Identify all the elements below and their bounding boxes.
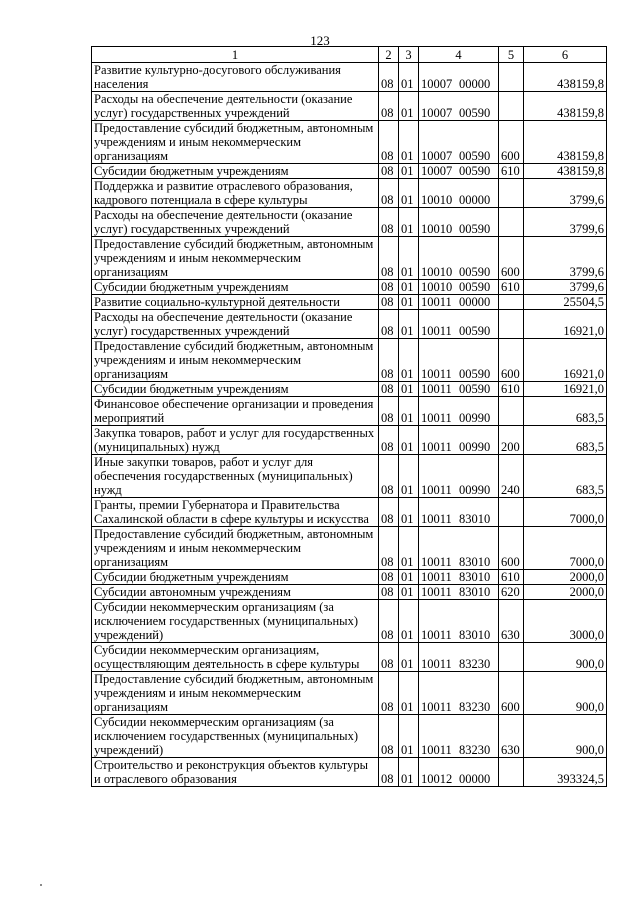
- row-amount: 438159,8: [524, 63, 607, 92]
- row-expense-type: 200: [499, 426, 524, 455]
- row-section: 08: [379, 164, 399, 179]
- row-code-program: 10011: [421, 700, 452, 714]
- row-expense-type: 610: [499, 570, 524, 585]
- row-name: Иные закупки товаров, работ и услуг для обеспечения государственных (муниципальных) нужд: [92, 455, 379, 498]
- row-section: 08: [379, 715, 399, 758]
- row-target-code: [419, 455, 499, 498]
- row-name: Субсидии бюджетным учреждениям: [92, 570, 379, 585]
- row-subsection: 01: [399, 310, 419, 339]
- row-section: 08: [379, 585, 399, 600]
- row-code-program: 10007: [421, 149, 453, 163]
- row-subsection: 01: [399, 498, 419, 527]
- row-amount: 16921,0: [524, 310, 607, 339]
- row-code-program: 10007: [421, 164, 453, 178]
- row-amount: 25504,5: [524, 295, 607, 310]
- row-subsection: 01: [399, 672, 419, 715]
- row-subsection: 01: [399, 758, 419, 787]
- row-code-program: 10011: [421, 555, 452, 569]
- row-target-code: [419, 600, 499, 643]
- table-row: [92, 715, 607, 758]
- column-header: 4: [419, 47, 499, 63]
- row-amount: 2000,0: [524, 585, 607, 600]
- row-target-code: [419, 310, 499, 339]
- row-expense-type: [499, 92, 524, 121]
- table-row: [92, 498, 607, 527]
- row-subsection: 01: [399, 208, 419, 237]
- scan-speck: [40, 884, 42, 886]
- row-code-program: 10007: [421, 77, 453, 91]
- table-row: [92, 600, 607, 643]
- row-section: 08: [379, 426, 399, 455]
- row-code-program: 10011: [421, 295, 452, 309]
- row-section: 08: [379, 382, 399, 397]
- row-name: Субсидии некоммерческим организациям (за исключением государственных (муниципальных) учреждений): [92, 715, 379, 758]
- row-code-direction: 00000: [459, 295, 491, 309]
- row-section: 08: [379, 527, 399, 570]
- table-row: [92, 295, 607, 310]
- row-amount: 683,5: [524, 426, 607, 455]
- row-code-direction: 00590: [459, 164, 491, 178]
- row-section: 08: [379, 121, 399, 164]
- row-target-code: [419, 397, 499, 426]
- row-target-code: [419, 498, 499, 527]
- row-subsection: 01: [399, 426, 419, 455]
- row-subsection: 01: [399, 280, 419, 295]
- row-amount: 3799,6: [524, 237, 607, 280]
- row-code-direction: 83010: [459, 555, 491, 569]
- row-section: 08: [379, 758, 399, 787]
- table-row: [92, 382, 607, 397]
- row-subsection: 01: [399, 455, 419, 498]
- row-section: 08: [379, 672, 399, 715]
- row-name: Субсидии некоммерческим организациям, осуществляющим деятельность в сфере культуры: [92, 643, 379, 672]
- row-name: Закупка товаров, работ и услуг для государственных (муниципальных) нужд: [92, 426, 379, 455]
- row-code-direction: 00000: [459, 193, 491, 207]
- row-expense-type: 600: [499, 121, 524, 164]
- table-row: [92, 208, 607, 237]
- row-target-code: [419, 585, 499, 600]
- row-code-program: 10011: [421, 411, 452, 425]
- row-section: 08: [379, 600, 399, 643]
- row-section: 08: [379, 397, 399, 426]
- row-name: Предоставление субсидий бюджетным, автономным учреждениям и иным некоммерческим организациям: [92, 339, 379, 382]
- row-name: Субсидии автономным учреждениям: [92, 585, 379, 600]
- row-amount: 7000,0: [524, 498, 607, 527]
- row-code-program: 10011: [421, 440, 452, 454]
- row-subsection: 01: [399, 570, 419, 585]
- table-body: [92, 63, 607, 787]
- row-code-direction: 83010: [459, 512, 491, 526]
- row-name: Развитие культурно-досугового обслуживания населения: [92, 63, 379, 92]
- row-target-code: [419, 672, 499, 715]
- row-subsection: 01: [399, 237, 419, 280]
- row-subsection: 01: [399, 527, 419, 570]
- row-code-direction: 00000: [459, 772, 491, 786]
- row-section: 08: [379, 310, 399, 339]
- table-row: [92, 643, 607, 672]
- row-target-code: [419, 63, 499, 92]
- row-amount: 3799,6: [524, 280, 607, 295]
- table-row: [92, 179, 607, 208]
- row-name: Строительство и реконструкция объектов культуры и отраслевого образования: [92, 758, 379, 787]
- row-section: 08: [379, 498, 399, 527]
- row-name: Развитие социально-культурной деятельности: [92, 295, 379, 310]
- table-row: [92, 121, 607, 164]
- row-subsection: 01: [399, 397, 419, 426]
- row-code-program: 10011: [421, 628, 452, 642]
- row-expense-type: 610: [499, 382, 524, 397]
- row-code-direction: 00590: [459, 382, 491, 396]
- row-section: 08: [379, 208, 399, 237]
- row-subsection: 01: [399, 295, 419, 310]
- row-expense-type: [499, 63, 524, 92]
- row-code-program: 10011: [421, 483, 452, 497]
- table-row: [92, 758, 607, 787]
- row-subsection: 01: [399, 382, 419, 397]
- row-target-code: [419, 715, 499, 758]
- row-expense-type: 620: [499, 585, 524, 600]
- row-target-code: [419, 164, 499, 179]
- table-row: [92, 92, 607, 121]
- row-subsection: 01: [399, 585, 419, 600]
- row-name: Субсидии некоммерческим организациям (за исключением государственных (муниципальных) учреждений): [92, 600, 379, 643]
- row-code-program: 10011: [421, 743, 452, 757]
- table-row: [92, 164, 607, 179]
- row-amount: 438159,8: [524, 121, 607, 164]
- row-amount: 438159,8: [524, 92, 607, 121]
- row-section: 08: [379, 92, 399, 121]
- page-number: 123: [310, 33, 330, 48]
- row-name: Предоставление субсидий бюджетным, автономным учреждениям и иным некоммерческим организациям: [92, 237, 379, 280]
- row-expense-type: 240: [499, 455, 524, 498]
- table-row: [92, 527, 607, 570]
- row-subsection: 01: [399, 63, 419, 92]
- row-subsection: 01: [399, 643, 419, 672]
- row-code-direction: 83010: [459, 570, 491, 584]
- row-subsection: 01: [399, 179, 419, 208]
- row-section: 08: [379, 455, 399, 498]
- row-target-code: [419, 179, 499, 208]
- row-expense-type: 630: [499, 715, 524, 758]
- row-amount: 683,5: [524, 455, 607, 498]
- row-expense-type: [499, 758, 524, 787]
- row-code-program: 10011: [421, 657, 452, 671]
- table-row: [92, 237, 607, 280]
- row-amount: 393324,5: [524, 758, 607, 787]
- row-amount: 3000,0: [524, 600, 607, 643]
- table-row: [92, 570, 607, 585]
- row-expense-type: 610: [499, 280, 524, 295]
- row-code-direction: 83010: [459, 628, 491, 642]
- column-header: 2: [379, 47, 399, 63]
- header-row: [92, 47, 607, 63]
- row-section: 08: [379, 280, 399, 295]
- row-name: Финансовое обеспечение организации и проведения мероприятий: [92, 397, 379, 426]
- column-header: 3: [399, 47, 419, 63]
- row-name: Субсидии бюджетным учреждениям: [92, 382, 379, 397]
- row-expense-type: [499, 179, 524, 208]
- row-target-code: [419, 527, 499, 570]
- table-row: [92, 339, 607, 382]
- row-code-program: 10011: [421, 367, 452, 381]
- row-subsection: 01: [399, 715, 419, 758]
- row-amount: 900,0: [524, 672, 607, 715]
- row-amount: 900,0: [524, 643, 607, 672]
- row-code-program: 10012: [421, 772, 453, 786]
- row-amount: 683,5: [524, 397, 607, 426]
- table-row: [92, 310, 607, 339]
- row-expense-type: [499, 295, 524, 310]
- row-amount: 2000,0: [524, 570, 607, 585]
- row-expense-type: [499, 208, 524, 237]
- row-amount: 3799,6: [524, 179, 607, 208]
- row-expense-type: [499, 310, 524, 339]
- row-target-code: [419, 295, 499, 310]
- row-name: Расходы на обеспечение деятельности (оказание услуг) государственных учреждений: [92, 208, 379, 237]
- row-code-program: 10010: [421, 265, 453, 279]
- row-code-direction: 00590: [459, 324, 491, 338]
- row-code-direction: 00590: [459, 280, 491, 294]
- column-header: 5: [499, 47, 524, 63]
- row-section: 08: [379, 643, 399, 672]
- row-code-program: 10011: [421, 512, 452, 526]
- row-target-code: [419, 758, 499, 787]
- row-amount: 900,0: [524, 715, 607, 758]
- row-code-direction: 83230: [459, 743, 491, 757]
- row-amount: 16921,0: [524, 339, 607, 382]
- row-code-program: 10010: [421, 193, 453, 207]
- row-amount: 16921,0: [524, 382, 607, 397]
- row-target-code: [419, 426, 499, 455]
- row-subsection: 01: [399, 339, 419, 382]
- row-code-direction: 00590: [459, 106, 491, 120]
- row-subsection: 01: [399, 121, 419, 164]
- row-target-code: [419, 121, 499, 164]
- row-code-direction: 00000: [459, 77, 491, 91]
- row-name: Субсидии бюджетным учреждениям: [92, 164, 379, 179]
- row-section: 08: [379, 339, 399, 382]
- row-name: Предоставление субсидий бюджетным, автономным учреждениям и иным некоммерческим организациям: [92, 121, 379, 164]
- row-target-code: [419, 208, 499, 237]
- row-section: 08: [379, 570, 399, 585]
- row-section: 08: [379, 295, 399, 310]
- row-target-code: [419, 570, 499, 585]
- row-code-program: 10011: [421, 324, 452, 338]
- row-code-program: 10011: [421, 570, 452, 584]
- table-row: [92, 63, 607, 92]
- row-name: Субсидии бюджетным учреждениям: [92, 280, 379, 295]
- row-code-direction: 00990: [459, 440, 491, 454]
- table-row: [92, 397, 607, 426]
- row-expense-type: 600: [499, 672, 524, 715]
- row-expense-type: [499, 498, 524, 527]
- row-expense-type: 610: [499, 164, 524, 179]
- row-expense-type: [499, 397, 524, 426]
- row-target-code: [419, 339, 499, 382]
- row-name: Предоставление субсидий бюджетным, автономным учреждениям и иным некоммерческим организациям: [92, 672, 379, 715]
- row-code-direction: 00990: [459, 483, 491, 497]
- column-header: 1: [92, 47, 379, 63]
- table-row: [92, 280, 607, 295]
- row-section: 08: [379, 179, 399, 208]
- row-name: Предоставление субсидий бюджетным, автономным учреждениям и иным некоммерческим организациям: [92, 527, 379, 570]
- row-code-direction: 00990: [459, 411, 491, 425]
- row-subsection: 01: [399, 600, 419, 643]
- row-amount: 438159,8: [524, 164, 607, 179]
- row-target-code: [419, 280, 499, 295]
- row-subsection: 01: [399, 164, 419, 179]
- row-code-direction: 83230: [459, 700, 491, 714]
- column-header: 6: [524, 47, 607, 63]
- row-target-code: [419, 643, 499, 672]
- row-subsection: 01: [399, 92, 419, 121]
- table-row: [92, 585, 607, 600]
- row-code-program: 10010: [421, 222, 453, 236]
- row-expense-type: 600: [499, 237, 524, 280]
- row-name: Гранты, премии Губернатора и Правительства Сахалинской области в сфере культуры и искусства: [92, 498, 379, 527]
- budget-table: [91, 46, 607, 787]
- table-row: [92, 455, 607, 498]
- table-row: [92, 672, 607, 715]
- row-code-program: 10011: [421, 382, 452, 396]
- row-target-code: [419, 382, 499, 397]
- row-expense-type: 630: [499, 600, 524, 643]
- row-target-code: [419, 92, 499, 121]
- row-code-program: 10010: [421, 280, 453, 294]
- row-target-code: [419, 237, 499, 280]
- row-expense-type: [499, 643, 524, 672]
- row-section: 08: [379, 237, 399, 280]
- row-code-program: 10007: [421, 106, 453, 120]
- table-row: [92, 426, 607, 455]
- row-amount: 7000,0: [524, 527, 607, 570]
- row-name: Расходы на обеспечение деятельности (оказание услуг) государственных учреждений: [92, 310, 379, 339]
- row-code-program: 10011: [421, 585, 452, 599]
- row-name: Расходы на обеспечение деятельности (оказание услуг) государственных учреждений: [92, 92, 379, 121]
- row-code-direction: 83230: [459, 657, 491, 671]
- row-expense-type: 600: [499, 339, 524, 382]
- row-code-direction: 00590: [459, 149, 491, 163]
- row-code-direction: 00590: [459, 222, 491, 236]
- row-code-direction: 00590: [459, 367, 491, 381]
- row-expense-type: 600: [499, 527, 524, 570]
- row-amount: 3799,6: [524, 208, 607, 237]
- row-section: 08: [379, 63, 399, 92]
- row-code-direction: 00590: [459, 265, 491, 279]
- row-code-direction: 83010: [459, 585, 491, 599]
- row-name: Поддержка и развитие отраслевого образования, кадрового потенциала в сфере культуры: [92, 179, 379, 208]
